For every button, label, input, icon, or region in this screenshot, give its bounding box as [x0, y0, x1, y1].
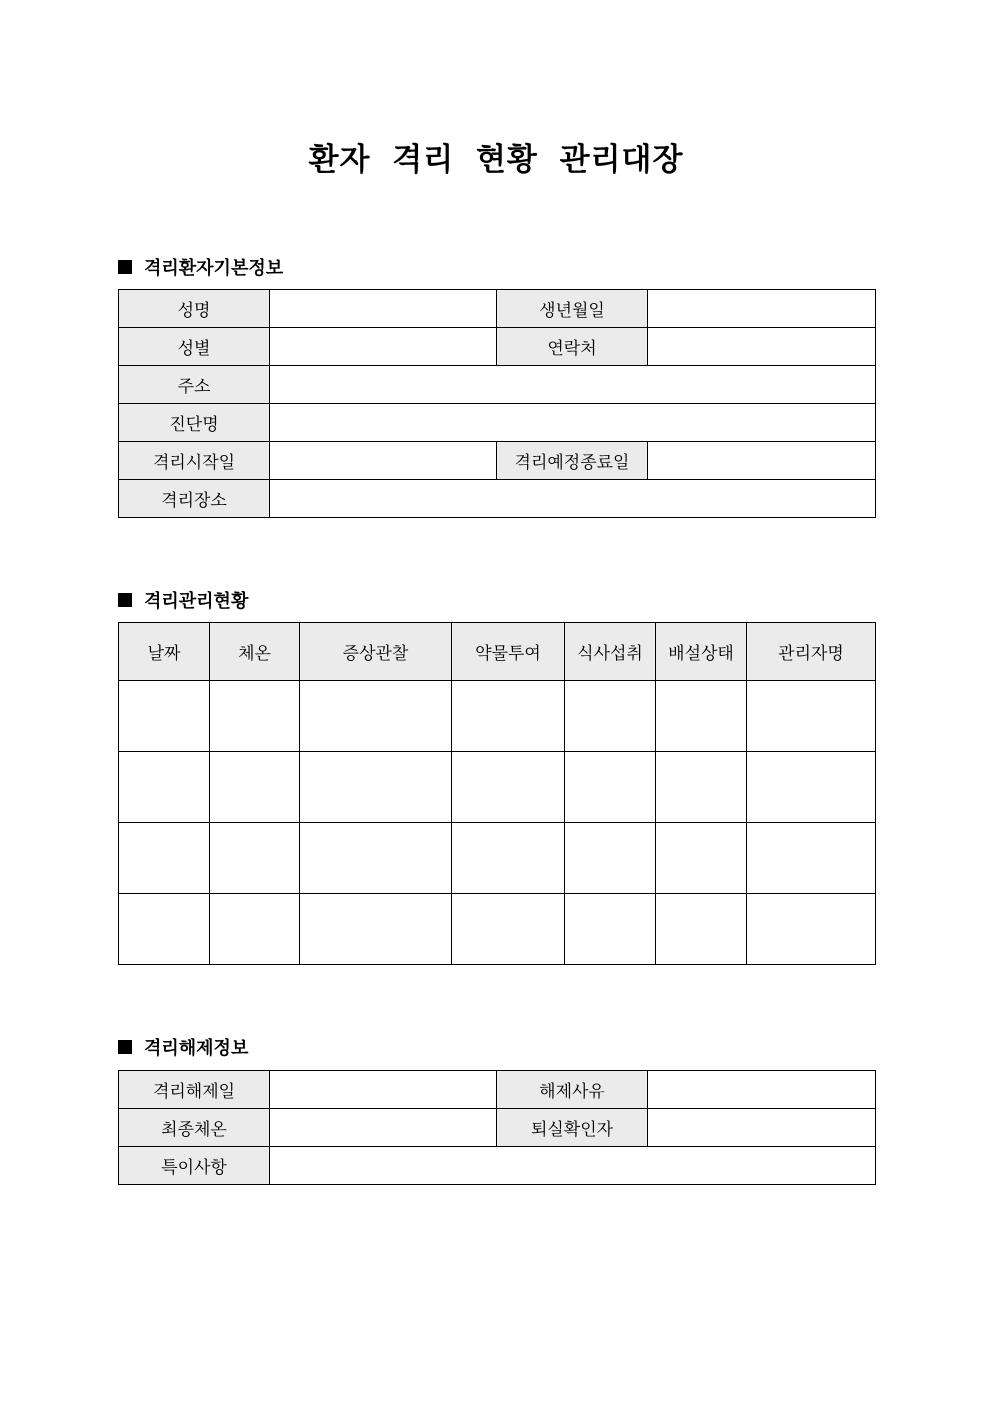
table-cell[interactable]	[565, 894, 656, 965]
table-cell[interactable]	[656, 823, 747, 894]
table-row	[119, 1109, 876, 1147]
square-bullet-icon	[118, 1040, 132, 1054]
table-row	[119, 404, 876, 442]
square-bullet-icon	[118, 593, 132, 607]
label-discharge-confirm: 퇴실확인자	[497, 1109, 648, 1147]
discharge-confirm-field[interactable]	[648, 1109, 876, 1147]
isolation-start-field[interactable]	[270, 442, 497, 480]
section-title: 격리환자기본정보	[144, 258, 284, 279]
column-header-manager: 관리자명	[747, 623, 876, 681]
diagnosis-field[interactable]	[270, 404, 876, 442]
table-cell[interactable]	[300, 752, 452, 823]
table-cell[interactable]	[119, 894, 210, 965]
table-row	[119, 752, 876, 823]
gender-field[interactable]	[270, 328, 497, 366]
release-reason-field[interactable]	[648, 1071, 876, 1109]
column-header-excretion: 배설상태	[656, 623, 747, 681]
management-table	[118, 622, 876, 965]
label-release-reason: 해제사유	[497, 1071, 648, 1109]
column-header-date: 날짜	[119, 623, 210, 681]
table-cell[interactable]	[656, 681, 747, 752]
address-field[interactable]	[270, 366, 876, 404]
final-temperature-field[interactable]	[270, 1109, 497, 1147]
table-row	[119, 290, 876, 328]
table-cell[interactable]	[452, 823, 565, 894]
isolation-end-field[interactable]	[648, 442, 876, 480]
birth-field[interactable]	[648, 290, 876, 328]
label-contact: 연락처	[497, 328, 648, 366]
section-title: 격리해제정보	[144, 1038, 249, 1059]
label-isolation-end: 격리예정종료일	[497, 442, 648, 480]
table-cell[interactable]	[210, 894, 300, 965]
table-row	[119, 823, 876, 894]
label-name: 성명	[119, 290, 270, 328]
table-cell[interactable]	[747, 752, 876, 823]
table-row	[119, 328, 876, 366]
table-row	[119, 681, 876, 752]
basic-info-table	[118, 289, 876, 518]
column-header-medication: 약물투여	[452, 623, 565, 681]
table-cell[interactable]	[300, 823, 452, 894]
label-diagnosis: 진단명	[119, 404, 270, 442]
table-cell[interactable]	[565, 681, 656, 752]
table-cell[interactable]	[119, 752, 210, 823]
table-row	[119, 442, 876, 480]
section-heading-management	[118, 587, 248, 613]
table-cell[interactable]	[747, 894, 876, 965]
contact-field[interactable]	[648, 328, 876, 366]
release-date-field[interactable]	[270, 1071, 497, 1109]
label-final-temperature: 최종체온	[119, 1109, 270, 1147]
release-info-table	[118, 1070, 876, 1185]
table-cell[interactable]	[747, 681, 876, 752]
notes-field[interactable]	[270, 1147, 876, 1185]
table-row	[119, 1147, 876, 1185]
name-field[interactable]	[270, 290, 497, 328]
label-notes: 특이사항	[119, 1147, 270, 1185]
column-header-meal: 식사섭취	[565, 623, 656, 681]
table-header-row	[119, 623, 876, 681]
section-title: 격리관리현황	[144, 591, 249, 612]
table-cell[interactable]	[452, 894, 565, 965]
isolation-place-field[interactable]	[270, 480, 876, 518]
table-cell[interactable]	[565, 752, 656, 823]
table-cell[interactable]	[300, 681, 452, 752]
table-cell[interactable]	[452, 752, 565, 823]
label-birth: 생년월일	[497, 290, 648, 328]
table-cell[interactable]	[210, 823, 300, 894]
table-cell[interactable]	[747, 823, 876, 894]
page-title: 환자 격리 현황 관리대장	[308, 142, 684, 178]
table-cell[interactable]	[210, 681, 300, 752]
label-address: 주소	[119, 366, 270, 404]
table-cell[interactable]	[452, 681, 565, 752]
table-cell[interactable]	[210, 752, 300, 823]
column-header-symptoms: 증상관찰	[300, 623, 452, 681]
label-gender: 성별	[119, 328, 270, 366]
table-cell[interactable]	[656, 752, 747, 823]
section-heading-release	[118, 1034, 248, 1060]
table-cell[interactable]	[119, 681, 210, 752]
label-release-date: 격리해제일	[119, 1071, 270, 1109]
table-row	[119, 480, 876, 518]
column-header-temperature: 체온	[210, 623, 300, 681]
table-row	[119, 366, 876, 404]
table-cell[interactable]	[565, 823, 656, 894]
table-cell[interactable]	[119, 823, 210, 894]
table-cell[interactable]	[656, 894, 747, 965]
label-isolation-start: 격리시작일	[119, 442, 270, 480]
table-row	[119, 894, 876, 965]
section-heading-basic-info	[118, 254, 283, 280]
table-row	[119, 1071, 876, 1109]
label-isolation-place: 격리장소	[119, 480, 270, 518]
square-bullet-icon	[118, 260, 132, 274]
table-cell[interactable]	[300, 894, 452, 965]
